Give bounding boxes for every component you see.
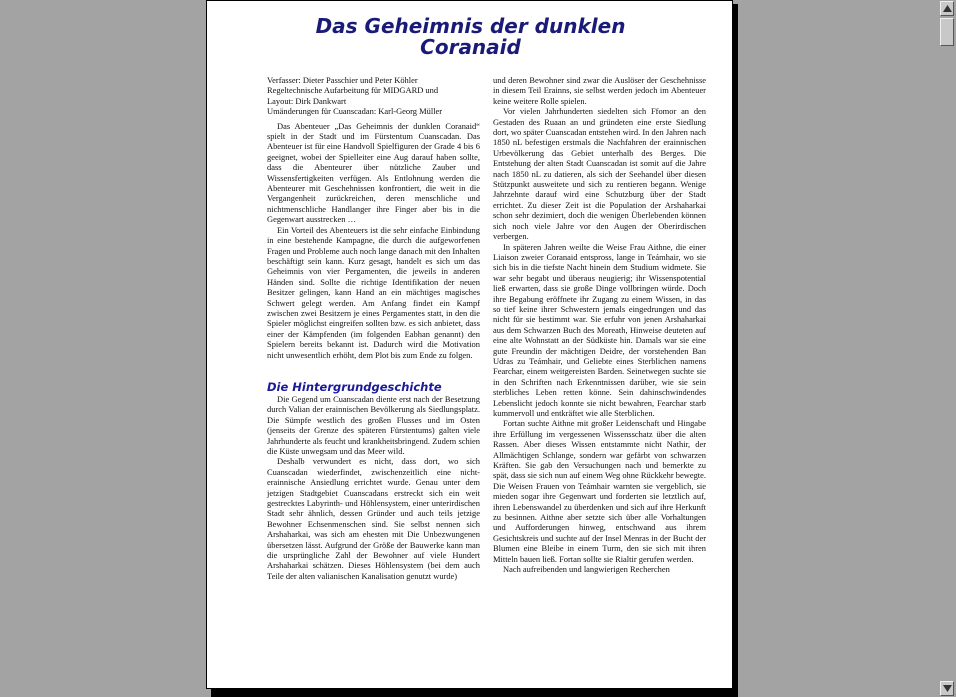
- paragraph: Nach aufreibenden und langwierigen Recherchen: [503, 564, 670, 575]
- paragraph: In späteren Jahren weilte die Weise Frau Aithne, die einer Liaison zweier Coranaid entspross, lange in Teámhair, wo sie sich bis in die tiefste Nacht hinein dem Studium widmete. Sie war sehr begabt und überaus neugierig; ihr Wissenspotential ließ erwarten, dass sie große Dinge vollbringen würde. Doch ihre Begabung eröffnete ihr Zugang zu einem Wissen, in das so tief keine ihrer Schwestern jemals eingedrungen und das nicht für sie bestimmt war. Sie erfuhr von jenen Arshaharkai aus dem Schwarzen Buch des Moreath, Hinweise deuteten auf eine alte Wohnstatt an der Südküste hin. Damals war sie eine gute Freundin der mächtigen Deidre, der vorstehenden Ban Udras zu Teámhair, und Geliebte eines Sterblichen namens Fearchar, einem weitgereisten Barden. Seinetwegen suchte sie in den Schriften nach Erkenntnissen darüber, wie sie sein sterbliches Leben retten könne. Sein dahinschwindendes Lebenslicht jedoch konnte sie nicht bewahren, Fearchar starb kummervoll und entkräftet wie alle Sterblichen.: [493, 241, 706, 418]
- paragraph: Das Abenteuer „Das Geheimnis der dunklen Coranaid“ spielt in der Stadt und im Fürstentum Cuanscadan. Das Abenteuer ist für eine Handvoll Spielfiguren der Grade 4 bis 6 geeignet, wobei der Spielleiter eine Aug darauf haben sollte, dass die Abenteurer über nützliche Zauber und Wissensfertigkeiten verfügen. Als Entlohnung werden die Abenteurer mit Geschehnissen konfrontiert, die weit in die Vergangenheit zurückreichen, deren menschliche und nichtmenschliche Handlanger ihre Finger aber bis in die Gegenwart ausstrecken …: [267, 120, 480, 225]
- vertical-scrollbar[interactable]: [939, 0, 956, 697]
- scroll-thumb[interactable]: [940, 18, 954, 46]
- document-title: [207, 16, 733, 58]
- paragraph: und deren Bewohner sind zwar die Auslöser der Geschehnisse in diesem Teil Erainns, sie selbst werden jedoch im Abenteuer keine weitere Rolle spielen.: [493, 75, 706, 106]
- document-page: [206, 0, 733, 689]
- scroll-down-button[interactable]: [940, 681, 954, 696]
- meta-line: Verfasser: Dieter Passchier und Peter Köhler: [267, 75, 418, 85]
- arrow-down-icon: [943, 685, 952, 693]
- left-column: [267, 75, 480, 581]
- title-line-1: Das Geheimnis der dunklen: [315, 14, 626, 38]
- paragraph: Fortan suchte Aithne mit großer Leidenschaft und Hingabe ihre Erfüllung im vergessenen Wissensschatz über die alten Rassen. Aber dieses Wissen entstammte nicht Nathir, der Allmächtigen Schlange, sondern war gefärbt von schwarzen Kräften. Sie gab den Versuchungen nach und bemerkte zu spät, dass sie sich nun auf einem Weg ohne Rückkehr bewegte. Die Weisen Frauen von Teámhair warnten sie vergeblich, sie mieden sogar ihre Gegenwart und forderten sie letztlich auf, ihren Lebenswandel zu überdenken und sich auf ihre Herkunft zu besinnen. Aithne aber setzte sich über alle Vorhaltungen und Aufforderungen hinweg, entschwand aus ihrem Gesichtskreis und suchte auf der Insel Menras in der Bucht der Blumen eine Bleibe in einem Turm, den sie sich mit ihren Mitteln bauen ließ. Fortan sollte sie Rialtir gerufen werden.: [493, 418, 706, 564]
- paragraph: Die Gegend um Cuanscadan diente erst nach der Besetzung durch Valian der erainnischen Bevölkerung als Siedlungsplatz. Die Sümpfe westlich des großen Flusses und im Osten (jenseits der Grenze des späteren Fürstentums) galten viele Jahrhunderte als feucht und krankheitsbringend. Zudem schien die Küste unwegsam und das Meer wild.: [267, 393, 480, 456]
- arrow-up-icon: [943, 5, 952, 13]
- meta-line: Layout: Dirk Dankwart: [267, 95, 347, 106]
- paragraph: Vor vielen Jahrhunderten siedelten sich Ffomor an den Gestaden des Ruaan an und gründeten eine erste Siedlung dort, wo später Cuanscadan entstehen wird. In den Jahren nach 1850 nL befestigen erstmals die Nachfahren der erainnischen Urbevölkerung das Gebiet unterhalb des Berges. Die Entstehung der alten Stadt Cuanscadan ist somit auf die Jahre nach 1850 nL zu datieren, als sich der Seehandel über diesen Stützpunkt ausweitete und sich zu rentieren begann. Wenige Jahrzehnte darauf wird eine Schutzburg über der Stadt errichtet. Zu dieser Zeit ist die Population der Arshaharkai schon sehr dezimiert, doch die wenigen Überlebenden können sich noch viele Jahre vor den Augen der Oberirdischen verbergen.: [493, 106, 706, 242]
- paragraph: Deshalb verwundert es nicht, dass dort, wo sich Cuanscadan wiederfindet, zwischenzeitlich eine nicht-erainnische Ansiedlung errichtet wurde. Genau unter dem jetzigen Stadtgebiet Cuanscadans erstreckt sich ein weit gestrecktes Labyrinth- und Höhlensystem, einer unterirdischen Stadt sehr ähnlich, dessen Gründer und auch teils jetzige Bewohner Echsenmenschen sind. Sie selbst nennen sich Arshaharkai, was sich am ehesten mit Die Unbezwungenen übersetzen lässt. Aufgrund der Größe der Bauwerke kann man die ursprüngliche Zahl der Bewohner auf viele Hundert Arshaharkai schätzen. Dieses Höhlensystem (bei dem auch Teile der alten valianischen Kanalisation genutzt wurde): [267, 456, 480, 581]
- meta-line: Umänderungen für Cuanscadan: Karl-Georg Müller: [267, 106, 443, 117]
- scroll-up-button[interactable]: [940, 1, 954, 16]
- paragraph: Ein Vorteil des Abenteuers ist die sehr einfache Einbindung in eine bestehende Kampagne, die durch die aufgeworfenen Fragen und Probleme auch noch lange danach mit den Inhalten beschäftigt sein kann. Kurz gesagt, handelt es sich um das Geheimnis von vier Pergamenten, die jeweils in anderen Händen sind. Sollte die richtige Identifikation der neuen Besitzer gelingen, kann Hand an ein mächtiges magisches Schwert gelegt werden. Am Anfang findet ein Kampf zwischen zwei Besitzern je eines Pergamentes statt, in den die Spieler möglichst eingreifen sollten bzw. es sich anbietet, dass einer der Kämpfenden (im folgenden Eabhan genannt) den Spielern bereits bekannt ist. Dadurch wird die Motivation nicht unwesentlich erhöht, dem Plot bis zum Ende zu folgen.: [267, 224, 480, 360]
- section-heading: Die Hintergrundgeschichte: [267, 379, 442, 394]
- title-line-2: Coranaid: [420, 35, 521, 59]
- right-column: [493, 75, 706, 575]
- meta-line: Regeltechnische Aufarbeitung für MIDGARD und: [267, 85, 439, 96]
